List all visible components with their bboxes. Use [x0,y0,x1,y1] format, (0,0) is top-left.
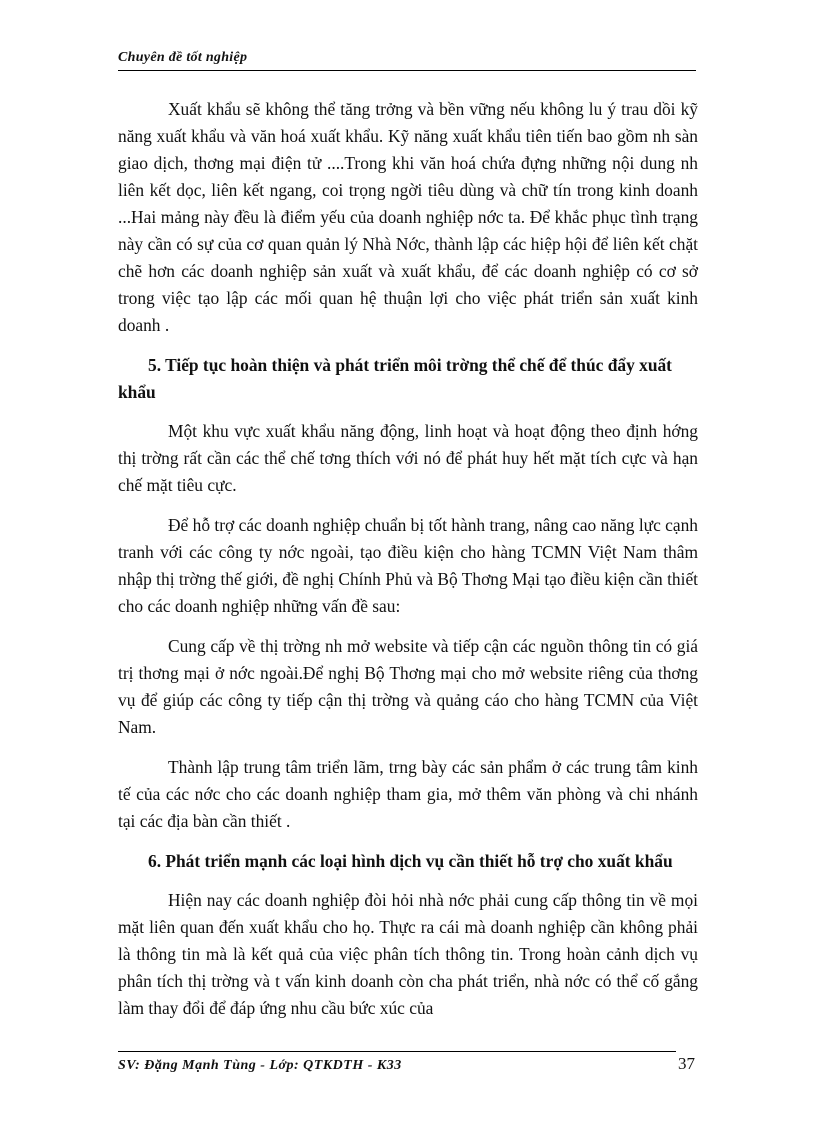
paragraph: Một khu vực xuất khẩu năng động, linh hoạt và hoạt động theo định hớng thị trờng rất cần các thể chế tơng thích với nó để phát huy hết mặt tích cực và hạn chế mặt tiêu cực. [118,421,698,495]
section-heading-5: 5. Tiếp tục hoàn thiện và phát triển môi trờng thể chế để thúc đẩy xuất khẩu [118,355,672,402]
header-title: Chuyên đề tốt nghiệp [118,50,248,65]
page-header [118,50,696,71]
paragraph: Để hỗ trợ các doanh nghiệp chuẩn bị tốt hành trang, nâng cao năng lực cạnh tranh với các công ty nớc ngoài, tạo điều kiện cho hàng TCMN Việt Nam thâm nhập thị trờng thế giới, đề nghị Chính Phủ và Bộ Thơng Mại tạo điều kiện cần thiết cho các doanh nghiệp những vấn đề sau: [118,515,698,616]
page-number: 37 [678,1054,695,1073]
paragraph: Thành lập trung tâm triển lãm, trng bày các sản phẩm ở các trung tâm kinh tế của các nớc cho các doanh nghiệp tham gia, mở thêm văn phòng và chi nhánh tại các địa bàn cần thiết . [118,757,698,831]
section-heading-6: 6. Phát triển mạnh các loại hình dịch vụ cần thiết hỗ trợ cho xuất khẩu [148,851,673,871]
paragraph: Hiện nay các doanh nghiệp đòi hỏi nhà nớc phải cung cấp thông tin về mọi mặt liên quan đến xuất khẩu cho họ. Thực ra cái mà doanh nghiệp cần không phải là thông tin mà là kết quả của việc phân tích thông tin. Trong hoàn cảnh dịch vụ phân tích thị trờng và t vấn kinh doanh còn cha phát triển, nhà nớc có thể cố gắng làm thay đổi để đáp ứng nhu cầu bức xúc của [118,890,698,1018]
footer-author: SV: Đặng Mạnh Tùng - Lớp: QTKDTH - K33 [118,1058,402,1073]
footer-divider [118,1051,676,1052]
paragraph: Xuất khẩu sẽ không thể tăng trởng và bền vững nếu không lu ý trau dồi kỹ năng xuất khẩu và văn hoá xuất khẩu. Kỹ năng xuất khẩu tiên tiến bao gồm nh sàn giao dịch, thơng mại điện tử ....Trong khi văn hoá chứa đựng những nội dung nh liên kết dọc, liên kết ngang, coi trọng ngời tiêu dùng và chữ tín trong kinh doanh ...Hai mảng này đều là điểm yếu của doanh nghiệp nớc ta. Để khắc phục tình trạng này cần có sự của cơ quan quản lý Nhà Nớc, thành lập các hiệp hội để liên kết chặt chẽ hơn các doanh nghiệp sản xuất và xuất khẩu, để các doanh nghiệp có cơ sở trong việc tạo lập các mối quan hệ thuận lợi cho việc phát triển sản xuất kinh doanh . [118,99,698,335]
paragraph: Cung cấp về thị trờng nh mở website và tiếp cận các nguồn thông tin có giá trị thơng mại ở nớc ngoài.Để nghị Bộ Thơng mại cho mở website riêng của thơng vụ để giúp các công ty tiếp cận thị trờng và quảng cáo cho hàng TCMN của Việt Nam. [118,636,698,737]
document-body [118,96,698,1035]
